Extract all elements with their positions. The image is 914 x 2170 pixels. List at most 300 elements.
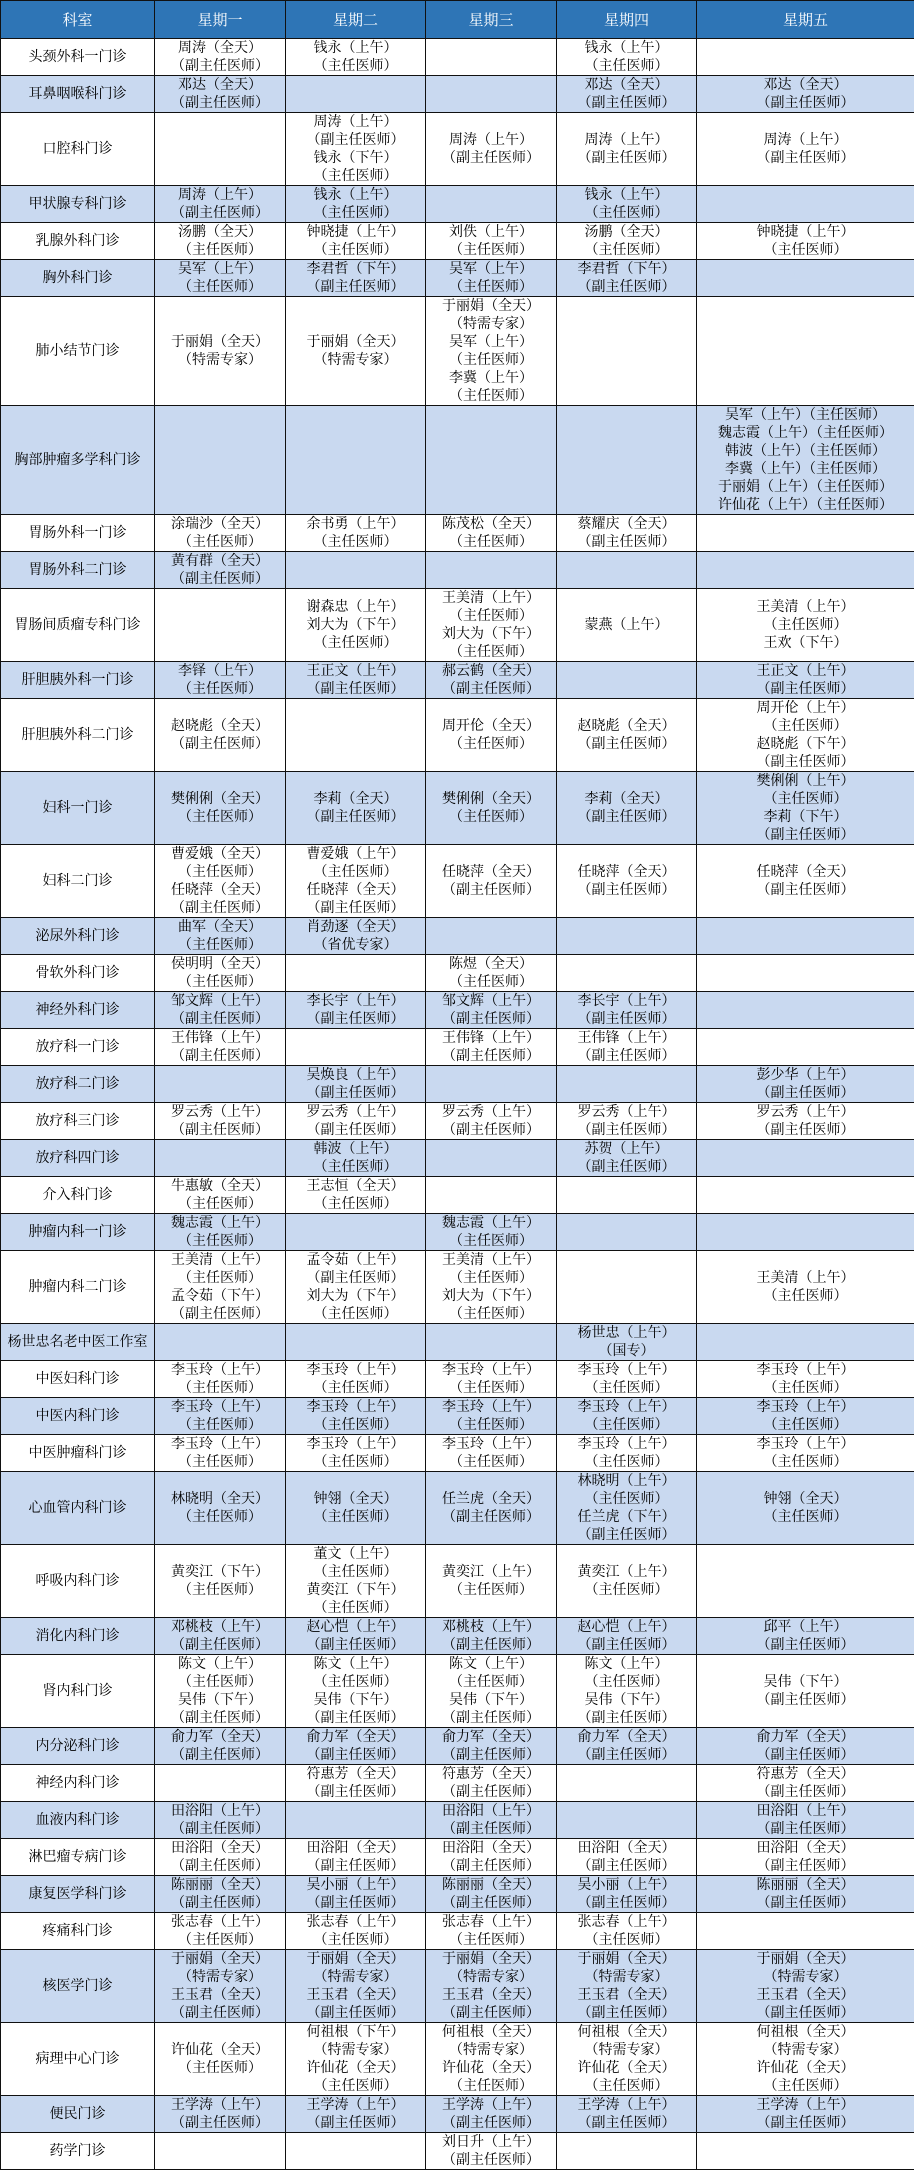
doctor-line: 于丽娟（全天） (155, 333, 285, 351)
schedule-cell-wednesday (426, 2023, 557, 2096)
schedule-cell-friday (697, 406, 914, 515)
schedule-cell-wednesday (426, 1472, 557, 1545)
schedule-cell-friday (697, 1950, 914, 2023)
schedule-cell-monday (155, 1214, 286, 1251)
doctor-line: 任晓萍（全天） (426, 863, 556, 881)
doctor-line: 何祖根（下午） (286, 2023, 425, 2041)
schedule-cell-friday (697, 297, 914, 406)
doctor-line: 刘佚（上午） (426, 223, 556, 241)
table-row (1, 515, 914, 552)
schedule-cell-monday (155, 1361, 286, 1398)
schedule-cell-wednesday (426, 699, 557, 772)
table-row (1, 1618, 914, 1655)
doctor-line: 李玉玲（上午） (426, 1435, 556, 1453)
table-row (1, 1435, 914, 1472)
doctor-line: 赵晓彪（全天） (155, 717, 285, 735)
schedule-cell-tuesday (286, 515, 426, 552)
schedule-cell-thursday (557, 1655, 697, 1728)
table-row (1, 845, 914, 918)
doctor-line: （副主任医师） (697, 2114, 914, 2132)
doctor-line: 李玉玲（上午） (155, 1361, 285, 1379)
doctor-line: （副主任医师） (697, 149, 914, 167)
doctor-line: 于丽娟（全天） (426, 1950, 556, 1968)
schedule-cell-friday (697, 1545, 914, 1618)
schedule-cell-wednesday (426, 1839, 557, 1876)
doctor-line: （副主任医师） (286, 2114, 425, 2132)
doctor-line: （副主任医师） (155, 1305, 285, 1323)
schedule-cell-thursday (557, 406, 697, 515)
schedule-cell-tuesday (286, 113, 426, 186)
schedule-cell-thursday (557, 260, 697, 297)
schedule-cell-tuesday (286, 223, 426, 260)
schedule-cell-monday (155, 76, 286, 113)
doctor-line: （主任医师） (426, 1453, 556, 1471)
doctor-line: （主任医师） (155, 1269, 285, 1287)
department-name: 胃肠外科二门诊 (1, 552, 155, 589)
doctor-line: （主任医师） (697, 1287, 914, 1305)
doctor-line: 吴军（上午） (426, 260, 556, 278)
schedule-cell-wednesday (426, 1802, 557, 1839)
doctor-line: 王美清（上午） (697, 598, 914, 616)
schedule-cell-friday (697, 2133, 914, 2170)
doctor-line: （主任医师） (155, 1379, 285, 1397)
doctor-line: 任兰虎（全天） (426, 1490, 556, 1508)
schedule-cell-friday (697, 1324, 914, 1361)
doctor-line: 魏志霞（上午）（主任医师） (697, 424, 914, 442)
schedule-cell-thursday (557, 1802, 697, 1839)
doctor-line: 赵心恺（上午） (286, 1618, 425, 1636)
schedule-cell-tuesday (286, 955, 426, 992)
schedule-cell-monday (155, 992, 286, 1029)
doctor-line: （副主任医师） (426, 680, 556, 698)
schedule-cell-tuesday (286, 1765, 426, 1802)
doctor-line: 陈文（上午） (557, 1655, 696, 1673)
schedule-cell-tuesday (286, 1324, 426, 1361)
doctor-line: 王学涛（上午） (155, 2096, 285, 2114)
doctor-line: 李玉玲（上午） (286, 1435, 425, 1453)
doctor-line: 周涛（上午） (426, 131, 556, 149)
schedule-cell-thursday (557, 113, 697, 186)
doctor-line: 任晓萍（全天） (155, 881, 285, 899)
doctor-line: 李玉玲（上午） (426, 1398, 556, 1416)
table-row (1, 1655, 914, 1728)
doctor-line: （主任医师） (286, 2077, 425, 2095)
department-name: 神经内科门诊 (1, 1765, 155, 1802)
schedule-cell-tuesday (286, 1728, 426, 1765)
doctor-line: 罗云秀（上午） (426, 1103, 556, 1121)
doctor-line: 吴焕良（上午） (286, 1066, 425, 1084)
doctor-line: （主任医师） (155, 1931, 285, 1949)
schedule-cell-monday (155, 1324, 286, 1361)
doctor-line: （副主任医师） (155, 57, 285, 75)
doctor-line: （副主任医师） (697, 1121, 914, 1139)
table-row (1, 1913, 914, 1950)
doctor-line: （主任医师） (286, 204, 425, 222)
doctor-line: 周涛（上午） (557, 131, 696, 149)
table-row (1, 1103, 914, 1140)
doctor-line: 樊俐俐（全天） (155, 790, 285, 808)
doctor-line: 吴伟（下午） (426, 1691, 556, 1709)
doctor-line: 李长宇（上午） (286, 992, 425, 1010)
doctor-line: （特需专家） (155, 1968, 285, 1986)
doctor-line: （主任医师） (426, 387, 556, 405)
doctor-line: （副主任医师） (557, 735, 696, 753)
doctor-line: （主任医师） (426, 607, 556, 625)
doctor-line: 魏志霞（上午） (155, 1214, 285, 1232)
schedule-cell-tuesday (286, 589, 426, 662)
doctor-line: （主任医师） (286, 1305, 425, 1323)
doctor-line: （特需专家） (697, 1968, 914, 1986)
schedule-cell-thursday (557, 39, 697, 76)
schedule-cell-tuesday (286, 1029, 426, 1066)
doctor-line: （副主任医师） (557, 808, 696, 826)
doctor-line: 李冀（上午）（主任医师） (697, 460, 914, 478)
schedule-cell-friday (697, 1029, 914, 1066)
doctor-line: 符惠芳（全天） (426, 1765, 556, 1783)
doctor-line: 孟令茹（下午） (155, 1287, 285, 1305)
doctor-line: 刘大为（下午） (426, 1287, 556, 1305)
header-friday: 星期五 (697, 1, 914, 39)
doctor-line: （副主任医师） (557, 94, 696, 112)
schedule-cell-tuesday (286, 1214, 426, 1251)
schedule-cell-monday (155, 515, 286, 552)
department-name: 放疗科二门诊 (1, 1066, 155, 1103)
table-row (1, 1140, 914, 1177)
schedule-cell-monday (155, 1655, 286, 1728)
schedule-cell-wednesday (426, 845, 557, 918)
department-name: 康复医学科门诊 (1, 1876, 155, 1913)
schedule-cell-thursday (557, 297, 697, 406)
schedule-cell-tuesday (286, 186, 426, 223)
doctor-line: （省优专家） (286, 936, 425, 954)
doctor-line: 于丽娟（全天） (286, 333, 425, 351)
doctor-line: （主任医师） (697, 616, 914, 634)
schedule-cell-friday (697, 1177, 914, 1214)
schedule-cell-wednesday (426, 406, 557, 515)
doctor-line: 侯明明（全天） (155, 955, 285, 973)
schedule-cell-monday (155, 297, 286, 406)
table-row (1, 223, 914, 260)
doctor-line: （主任医师） (286, 1379, 425, 1397)
doctor-line: （副主任医师） (286, 1269, 425, 1287)
department-name: 肝胆胰外科一门诊 (1, 662, 155, 699)
department-name: 肺小结节门诊 (1, 297, 155, 406)
schedule-cell-wednesday (426, 186, 557, 223)
schedule-cell-thursday (557, 1839, 697, 1876)
doctor-line: 王美清（上午） (426, 589, 556, 607)
header-monday: 星期一 (155, 1, 286, 39)
doctor-line: （主任医师） (426, 973, 556, 991)
doctor-line: 黄奕江（上午） (557, 1563, 696, 1581)
table-row (1, 1251, 914, 1324)
doctor-line: （主任医师） (286, 533, 425, 551)
table-row (1, 992, 914, 1029)
schedule-cell-wednesday (426, 76, 557, 113)
doctor-line: （特需专家） (286, 2041, 425, 2059)
doctor-line: （副主任医师） (557, 881, 696, 899)
schedule-cell-monday (155, 845, 286, 918)
schedule-cell-wednesday (426, 1214, 557, 1251)
schedule-cell-wednesday (426, 1361, 557, 1398)
doctor-line: 蔡耀庆（全天） (557, 515, 696, 533)
doctor-line: （主任医师） (426, 1379, 556, 1397)
schedule-cell-friday (697, 955, 914, 992)
schedule-cell-monday (155, 552, 286, 589)
schedule-cell-wednesday (426, 662, 557, 699)
department-name: 中医妇科门诊 (1, 1361, 155, 1398)
doctor-line: 吴伟（下午） (155, 1691, 285, 1709)
doctor-line: （副主任医师） (286, 1894, 425, 1912)
schedule-cell-thursday (557, 1435, 697, 1472)
table-row (1, 552, 914, 589)
doctor-line: 郝云鹤（全天） (426, 662, 556, 680)
schedule-cell-thursday (557, 918, 697, 955)
doctor-line: 田浴阳（全天） (286, 1839, 425, 1857)
doctor-line: （特需专家） (286, 1968, 425, 1986)
schedule-cell-monday (155, 113, 286, 186)
department-name: 胃肠外科一门诊 (1, 515, 155, 552)
doctor-line: （主任医师） (697, 1379, 914, 1397)
doctor-line: 田浴阳（全天） (557, 1839, 696, 1857)
table-row (1, 260, 914, 297)
doctor-line: 邓桃枝（上午） (155, 1618, 285, 1636)
schedule-cell-monday (155, 699, 286, 772)
doctor-line: （副主任医师） (697, 1783, 914, 1801)
doctor-line: 罗云秀（上午） (286, 1103, 425, 1121)
doctor-line: （副主任医师） (155, 204, 285, 222)
doctor-line: （副主任医师） (557, 278, 696, 296)
doctor-line: （副主任医师） (286, 278, 425, 296)
schedule-cell-monday (155, 1802, 286, 1839)
schedule-cell-monday (155, 1103, 286, 1140)
doctor-line: 钟晓捷（上午） (286, 223, 425, 241)
doctor-line: （副主任医师） (155, 1709, 285, 1727)
doctor-line: （副主任医师） (557, 1047, 696, 1065)
doctor-line: 邹文辉（上午） (426, 992, 556, 1010)
schedule-cell-tuesday (286, 1066, 426, 1103)
doctor-line: （主任医师） (697, 717, 914, 735)
doctor-line: 王学涛（上午） (557, 2096, 696, 2114)
doctor-line: 许仙花（上午）（主任医师） (697, 496, 914, 514)
doctor-line: （副主任医师） (697, 1084, 914, 1102)
doctor-line: （主任医师） (426, 1673, 556, 1691)
department-name: 核医学门诊 (1, 1950, 155, 2023)
doctor-line: 李莉（全天） (557, 790, 696, 808)
table-row (1, 1029, 914, 1066)
doctor-line: （副主任医师） (557, 1526, 696, 1544)
doctor-line: （主任医师） (155, 1232, 285, 1250)
doctor-line: （主任医师） (557, 1581, 696, 1599)
doctor-line: 刘大为（下午） (426, 625, 556, 643)
doctor-line: 俞力军（全天） (697, 1728, 914, 1746)
doctor-line: （特需专家） (557, 2041, 696, 2059)
doctor-line: 田浴阳（上午） (697, 1802, 914, 1820)
doctor-line: （主任医师） (155, 278, 285, 296)
doctor-line: （副主任医师） (426, 1121, 556, 1139)
table-row (1, 1545, 914, 1618)
doctor-line: 李莉（下午） (697, 808, 914, 826)
doctor-line: （主任医师） (697, 2077, 914, 2095)
department-name: 妇科二门诊 (1, 845, 155, 918)
doctor-line: 牛惠敏（全天） (155, 1177, 285, 1195)
doctor-line: 王正文（上午） (286, 662, 425, 680)
doctor-line: （主任医师） (697, 1416, 914, 1434)
doctor-line: （副主任医师） (286, 808, 425, 826)
schedule-cell-friday (697, 1802, 914, 1839)
doctor-line: 任兰虎（下午） (557, 1508, 696, 1526)
doctor-line: （副主任医师） (286, 1010, 425, 1028)
doctor-line: 钱永（上午） (557, 186, 696, 204)
doctor-line: （副主任医师） (697, 2004, 914, 2022)
schedule-cell-thursday (557, 1472, 697, 1545)
table-row (1, 39, 914, 76)
doctor-line: 樊俐俐（上午） (697, 772, 914, 790)
doctor-line: 董文（上午） (286, 1545, 425, 1563)
doctor-line: （主任医师） (557, 1673, 696, 1691)
schedule-cell-wednesday (426, 552, 557, 589)
doctor-line: （副主任医师） (155, 1636, 285, 1654)
schedule-cell-tuesday (286, 1655, 426, 1728)
schedule-cell-friday (697, 113, 914, 186)
doctor-line: （主任医师） (286, 1416, 425, 1434)
doctor-line: （主任医师） (155, 1416, 285, 1434)
doctor-line: （主任医师） (426, 2077, 556, 2095)
doctor-line: 杨世忠（上午） (557, 1324, 696, 1342)
doctor-line: （主任医师） (155, 936, 285, 954)
doctor-line: 林晓明（上午） (557, 1472, 696, 1490)
doctor-line: （主任医师） (286, 1599, 425, 1617)
header-dept: 科室 (1, 1, 155, 39)
doctor-line: 陈丽丽（全天） (697, 1876, 914, 1894)
schedule-cell-tuesday (286, 2096, 426, 2133)
schedule-cell-friday (697, 772, 914, 845)
schedule-cell-wednesday (426, 260, 557, 297)
schedule-cell-friday (697, 39, 914, 76)
schedule-cell-monday (155, 1140, 286, 1177)
doctor-line: 吴军（上午） (155, 260, 285, 278)
doctor-line: 张志春（上午） (557, 1913, 696, 1931)
doctor-line: （副主任医师） (286, 1121, 425, 1139)
schedule-cell-monday (155, 2096, 286, 2133)
doctor-line: 钱永（下午） (286, 149, 425, 167)
schedule-cell-friday (697, 260, 914, 297)
doctor-line: （副主任医师） (155, 899, 285, 917)
doctor-line: 黄奕江（下午） (286, 1581, 425, 1599)
schedule-cell-thursday (557, 699, 697, 772)
doctor-line: （特需专家） (155, 351, 285, 369)
doctor-line: 涂瑞沙（全天） (155, 515, 285, 533)
doctor-line: 钟晓捷（上午） (697, 223, 914, 241)
table-row (1, 1214, 914, 1251)
schedule-cell-tuesday (286, 845, 426, 918)
schedule-cell-monday (155, 1839, 286, 1876)
doctor-line: （主任医师） (426, 241, 556, 259)
schedule-cell-monday (155, 1435, 286, 1472)
doctor-line: 罗云秀（上午） (155, 1103, 285, 1121)
doctor-line: （主任医师） (426, 1416, 556, 1434)
table-row (1, 1839, 914, 1876)
schedule-cell-wednesday (426, 1066, 557, 1103)
doctor-line: （副主任医师） (426, 1746, 556, 1764)
schedule-cell-monday (155, 1876, 286, 1913)
doctor-line: 刘大为（下午） (286, 616, 425, 634)
doctor-line: 李玉玲（上午） (557, 1398, 696, 1416)
doctor-line: 周涛（上午） (286, 113, 425, 131)
doctor-line: 田浴阳（全天） (426, 1839, 556, 1857)
doctor-line: 吴伟（下午） (557, 1691, 696, 1709)
schedule-cell-monday (155, 918, 286, 955)
schedule-cell-monday (155, 1029, 286, 1066)
schedule-cell-monday (155, 2133, 286, 2170)
schedule-cell-tuesday (286, 1950, 426, 2023)
doctor-line: （主任医师） (697, 1453, 914, 1471)
doctor-line: （副主任医师） (557, 1857, 696, 1875)
doctor-line: 李玉玲（上午） (155, 1435, 285, 1453)
doctor-line: 王学涛（上午） (286, 2096, 425, 2114)
schedule-cell-monday (155, 589, 286, 662)
table-row (1, 1472, 914, 1545)
department-name: 骨软外科门诊 (1, 955, 155, 992)
schedule-cell-tuesday (286, 1913, 426, 1950)
doctor-line: （副主任医师） (426, 1783, 556, 1801)
doctor-line: （副主任医师） (697, 680, 914, 698)
doctor-line: 汤鹏（全天） (557, 223, 696, 241)
doctor-line: 王伟锋（上午） (557, 1029, 696, 1047)
schedule-cell-friday (697, 1140, 914, 1177)
doctor-line: （副主任医师） (697, 1691, 914, 1709)
doctor-line: 李玉玲（上午） (697, 1361, 914, 1379)
department-name: 放疗科三门诊 (1, 1103, 155, 1140)
doctor-line: 周开伦（上午） (697, 699, 914, 717)
doctor-line: （副主任医师） (697, 1636, 914, 1654)
doctor-line: （主任医师） (155, 1508, 285, 1526)
doctor-line: 孟令茹（上午） (286, 1251, 425, 1269)
schedule-cell-friday (697, 1839, 914, 1876)
doctor-line: 于丽娟（全天） (286, 1950, 425, 1968)
schedule-cell-wednesday (426, 39, 557, 76)
department-name: 肿瘤内科一门诊 (1, 1214, 155, 1251)
doctor-line: （主任医师） (557, 57, 696, 75)
doctor-line: 俞力军（全天） (155, 1728, 285, 1746)
schedule-cell-thursday (557, 1103, 697, 1140)
department-name: 内分泌科门诊 (1, 1728, 155, 1765)
schedule-cell-tuesday (286, 1876, 426, 1913)
schedule-cell-tuesday (286, 260, 426, 297)
doctor-line: （主任医师） (426, 351, 556, 369)
department-name: 介入科门诊 (1, 1177, 155, 1214)
doctor-line: 罗云秀（上午） (697, 1103, 914, 1121)
doctor-line: （副主任医师） (426, 2004, 556, 2022)
schedule-cell-thursday (557, 1545, 697, 1618)
schedule-cell-friday (697, 2096, 914, 2133)
doctor-line: （副主任医师） (155, 735, 285, 753)
schedule-cell-monday (155, 1545, 286, 1618)
schedule-cell-friday (697, 1876, 914, 1913)
doctor-line: （副主任医师） (155, 570, 285, 588)
schedule-cell-thursday (557, 1728, 697, 1765)
doctor-line: 钱永（上午） (286, 186, 425, 204)
doctor-line: 罗云秀（上午） (557, 1103, 696, 1121)
doctor-line: （副主任医师） (286, 680, 425, 698)
doctor-line: （特需专家） (426, 1968, 556, 1986)
schedule-cell-thursday (557, 1177, 697, 1214)
department-name: 乳腺外科门诊 (1, 223, 155, 260)
doctor-line: （主任医师） (697, 1508, 914, 1526)
schedule-cell-tuesday (286, 1802, 426, 1839)
doctor-line: （主任医师） (557, 1379, 696, 1397)
table-row (1, 2096, 914, 2133)
schedule-cell-wednesday (426, 1324, 557, 1361)
